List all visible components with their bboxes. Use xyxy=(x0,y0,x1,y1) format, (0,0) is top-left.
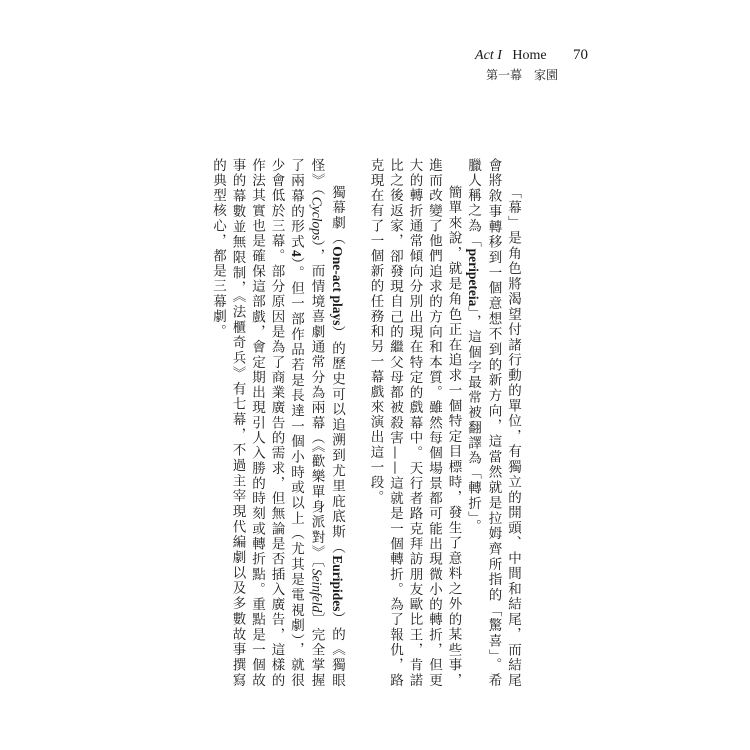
act-label: Act I xyxy=(475,48,502,63)
vertical-text-body xyxy=(210,158,522,689)
term-cyclops: Cyclops xyxy=(309,196,325,241)
running-head xyxy=(475,48,588,63)
text-run: ）。但一部作品若是長達一個小時或以上（尤其是電視劇），就很少會低於三幕。部分原因是為了商業廣告的需求，但無論是否插入廣告，這樣的作法其實也是確保這部戲，會定期出現引人入勝的時刻或轉折點。重點是一個故事的幕數並無限制，《法櫃奇兵》有七幕，不過主宰現代編劇以及多數故事撰寫的典型核心，都是三幕劇。 xyxy=(210,158,304,688)
paragraph-1 xyxy=(463,158,523,688)
text-run: 「幕」是角色將渴望付諸行動的單位，有獨立的開頭、中間和結尾，而結尾會將敘事轉移到一個意想不到的新方向，這當然就是拉姆齊所指的「驚喜」。希臘人稱之為「 xyxy=(465,158,521,688)
text-run: 獨幕劇（ xyxy=(329,185,345,247)
text-run: ）的歷史可以追溯到尤里庇底斯（ xyxy=(329,325,345,556)
term-euripides: Euripides xyxy=(330,555,345,612)
page-number: 70 xyxy=(573,47,588,63)
section-label: Home xyxy=(512,48,547,63)
term-one-act-plays: One-act plays xyxy=(330,246,345,326)
text-run: 〕完全掌握了兩幕的形式 xyxy=(288,158,325,688)
text-run: 」，這個字最常被翻譯為「轉折」。 xyxy=(465,306,481,535)
paragraph-2 xyxy=(365,158,463,688)
term-seinfeld: Seinfeld xyxy=(309,568,325,613)
footnote-marker: 4 xyxy=(289,250,304,257)
page-header xyxy=(475,48,588,81)
paragraph-3 xyxy=(208,158,348,688)
text-run: ）的《獨眼怪》（ xyxy=(308,158,345,689)
chinese-running-title: 第一幕 家園 xyxy=(485,68,558,82)
text-run: ），而情境喜劇通常分為兩幕（《歡樂單身派對》〔 xyxy=(308,240,325,569)
text-run: 簡單來說，就是角色正在追求一個特定目標時，發生了意料之外的某些事，進而改變了他們追求的方向和本質。雖然每個場景都可能出現微小的轉折，但更大的轉折通常傾向分別出現在特定的戲幕中。天行者路克拜訪朋友歐比王，肯諾比之後返家，卻發現自己的繼父母都被殺害——這就是一個轉折。為了報仇，路克現在有了一個新的任務和另一幕戲來演出這一段。 xyxy=(367,158,462,688)
term-peripeteia: peripeteia xyxy=(466,248,481,307)
